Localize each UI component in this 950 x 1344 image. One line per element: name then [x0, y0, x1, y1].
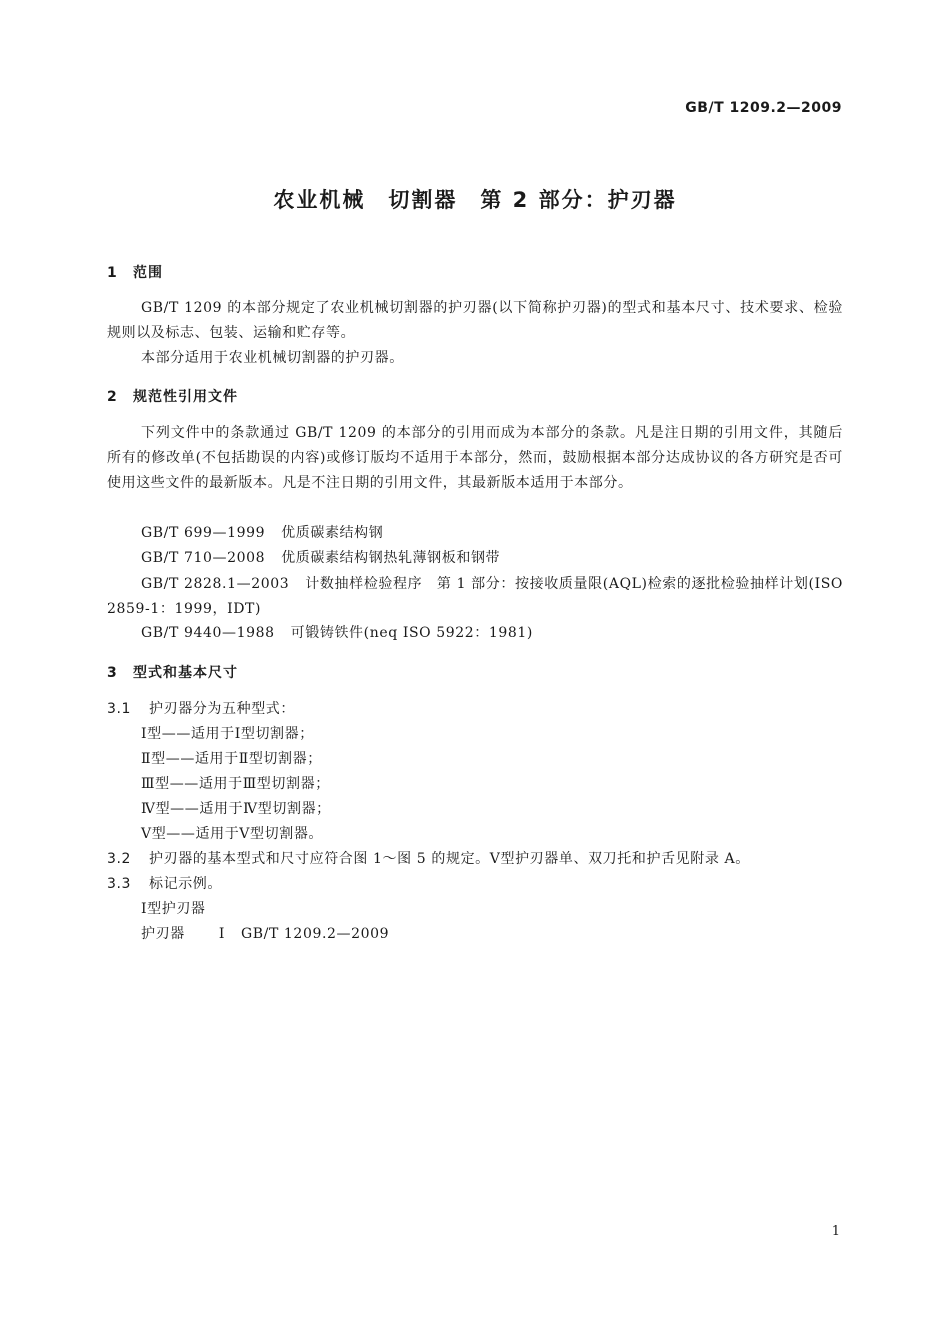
reference-code: GB/T 9440—1988: [141, 625, 275, 641]
section-1-heading: [107, 262, 163, 282]
type-item: Ⅱ型——适用于Ⅱ型切割器；: [141, 751, 322, 767]
section-2-heading: [107, 386, 238, 406]
marking-example: [141, 923, 389, 943]
type-item: Ⅰ型——适用于Ⅰ型切割器；: [141, 726, 314, 742]
references-intro-paragraph: 下列文件中的条款通过 GB/T 1209 的本部分的引用而成为本部分的条款。凡是注日期的引用文件，其随后所有的修改单(不包括勘误的内容)或修订版均不适用于本部分，然而，鼓励根据本部分达成协议的各方研究是否可使用这些文件的最新版本。凡是不注日期的引用文件，其最新版本适用于本部分。: [107, 425, 843, 491]
clause-text: 护刃器分为五种型式：: [149, 701, 295, 717]
clause-text: 护刃器的基本型式和尺寸应符合图 1～图 5 的规定。Ⅴ型护刃器单、双刀托和护舌见附录 A。: [149, 851, 750, 867]
section-number: 2: [107, 389, 118, 405]
scope-paragraph-2: 本部分适用于农业机械切割器的护刃器。: [141, 350, 404, 366]
section-title: 范围: [133, 265, 163, 281]
document-title: 农业机械 切割器 第 2 部分：护刃器: [273, 188, 677, 212]
marking-type: Ⅰ: [218, 926, 225, 942]
type-item: Ⅲ型——适用于Ⅲ型切割器；: [141, 776, 330, 792]
reference-title: 优质碳素结构钢: [281, 525, 384, 541]
clause-3-3: [107, 873, 222, 893]
marking-standard: GB/T 1209.2—2009: [240, 926, 390, 942]
section-title: 型式和基本尺寸: [133, 665, 238, 681]
reference-item: [107, 572, 843, 622]
reference-title: 优质碳素结构钢热轧薄钢板和钢带: [281, 550, 501, 566]
clause-3-1: [107, 698, 295, 718]
clause-number: 3.2: [107, 851, 132, 867]
reference-code: GB/T 2828.1—2003: [141, 576, 290, 592]
reference-code: GB/T 699—1999: [141, 525, 266, 541]
reference-title: 可锻铸铁件(neq ISO 5922：1981): [290, 625, 533, 641]
standard-number: GB/T 1209.2—2009: [685, 100, 842, 116]
clause-text: 标记示例。: [149, 876, 222, 892]
reference-title: 计数抽样检验程序 第 1 部分：按接收质量限(AQL)检索的逐批检验抽样计划(ISO 2859-1：1999，IDT): [107, 576, 843, 617]
clause-number: 3.1: [107, 701, 132, 717]
reference-code: GB/T 710—2008: [141, 550, 266, 566]
marking-example-label: Ⅰ型护刃器: [141, 901, 206, 917]
type-item: Ⅴ型——适用于Ⅴ型切割器。: [141, 826, 324, 842]
section-number: 3: [107, 665, 118, 681]
reference-item: [141, 622, 533, 642]
page-number: 1: [831, 1224, 840, 1239]
clause-3-2: [107, 848, 750, 868]
marking-name: 护刃器: [141, 926, 185, 942]
section-3-heading: [107, 662, 238, 682]
clause-number: 3.3: [107, 876, 132, 892]
section-number: 1: [107, 265, 118, 281]
scope-paragraph-1: GB/T 1209 的本部分规定了农业机械切割器的护刃器(以下简称护刃器)的型式和基本尺寸、技术要求、检验规则以及标志、包装、运输和贮存等。: [107, 300, 843, 341]
reference-item: [141, 522, 383, 542]
section-title: 规范性引用文件: [133, 389, 238, 405]
reference-item: [141, 547, 500, 567]
type-item: Ⅳ型——适用于Ⅳ型切割器；: [141, 801, 331, 817]
